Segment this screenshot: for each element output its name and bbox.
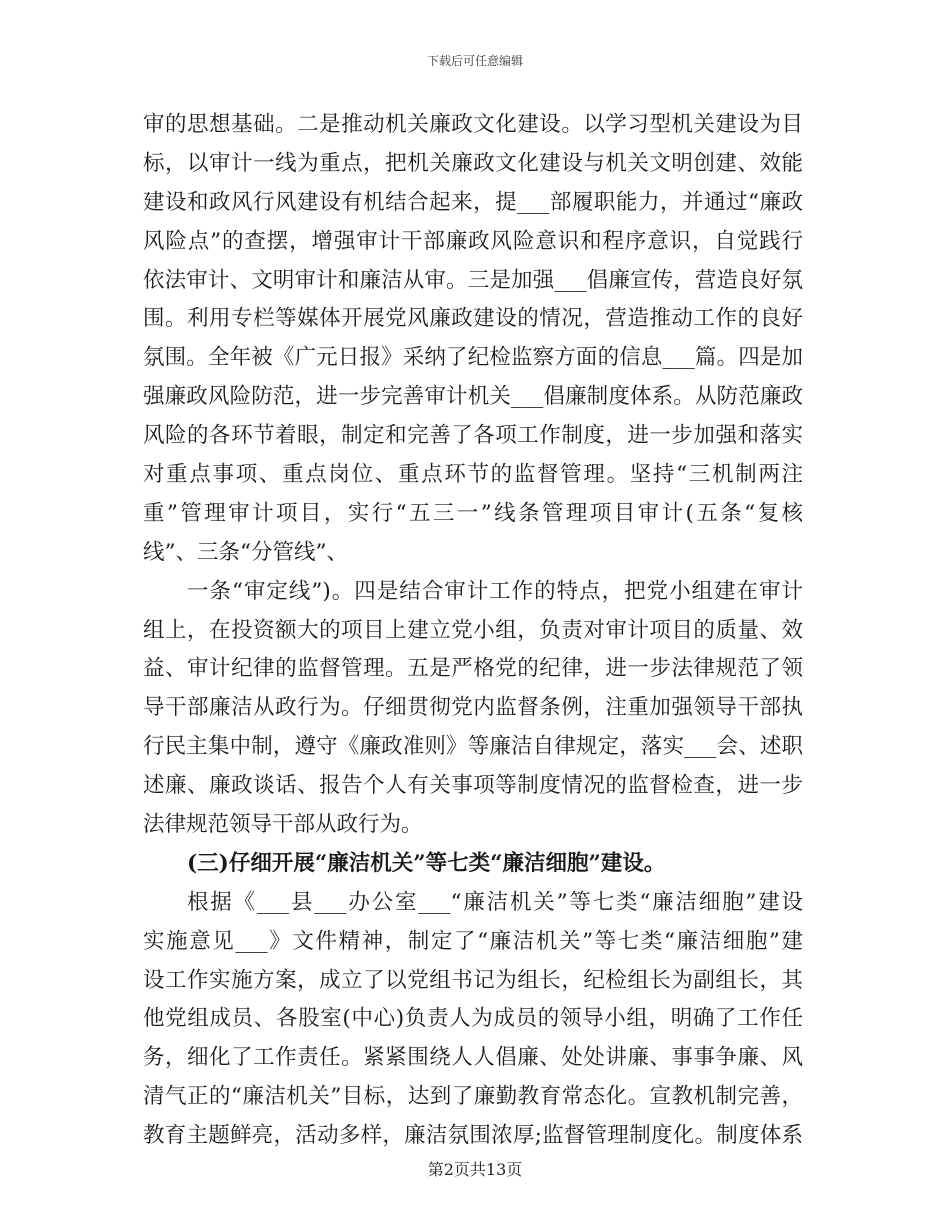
text-line: 法律规范领导干部从政行为。 (143, 812, 423, 838)
text-line: 实施意见___》文件精神，制定了“廉洁机关”等七类“廉洁细胞”建 (143, 928, 803, 954)
text-line: 氛围。全年被《广元日报》采纳了纪检监察方面的信息___篇。四是加 (143, 345, 803, 371)
text-line: (三)仔细开展“廉洁机关”等七类“廉洁细胞”建设。 (187, 850, 666, 876)
text-line: 对重点事项、重点岗位、重点环节的监督管理。坚持“三机制两注 (143, 462, 803, 488)
text-line: 标，以审计一线为重点，把机关廉政文化建设与机关文明创建、效能 (143, 150, 803, 176)
text-line: 导干部廉洁从政行为。仔细贯彻党内监督条例，注重加强领导干部执 (143, 695, 803, 721)
text-line: 风险的各环节着眼，制定和完善了各项工作制度，进一步加强和落实 (143, 423, 803, 449)
text-line: 一条“审定线”)。四是结合审计工作的特点，把党小组建在审计 (187, 578, 803, 604)
text-line: 清气正的“廉洁机关”目标，达到了廉勤教育常态化。宣教机制完善， (143, 1084, 803, 1110)
text-line: 组上，在投资额大的项目上建立党小组，负责对审计项目的质量、效 (143, 617, 803, 643)
text-line: 风险点”的查摆，增强审计干部廉政风险意识和程序意识，自觉践行 (143, 228, 803, 254)
text-line: 益、审计纪律的监督管理。五是严格党的纪律，进一步法律规范了领 (143, 656, 803, 682)
text-line: 围。利用专栏等媒体开展党风廉政建设的情况，营造推动工作的良好 (143, 306, 803, 332)
page-header: 下载后可任意编辑 (426, 54, 523, 68)
text-line: 建设和政风行风建设有机结合起来，提___部履职能力，并通过“廉政 (143, 189, 803, 215)
body-text (143, 106, 803, 1156)
text-line: 行民主集中制，遵守《廉政准则》等廉洁自律规定，落实___会、述职 (143, 734, 803, 760)
text-line: 线”、三条“分管线”、 (143, 539, 348, 565)
text-line: 依法审计、文明审计和廉洁从审。三是加强___倡廉宣传，营造良好氛 (143, 267, 803, 293)
text-line: 设工作实施方案，成立了以党组书记为组长，纪检组长为副组长，其 (143, 967, 803, 993)
page-footer: 第2页共13页 (427, 1160, 523, 1179)
text-line: 根据《___县___办公室___“廉洁机关”等七类“廉洁细胞”建设 (187, 889, 803, 915)
text-line: 述廉、廉政谈话、报告个人有关事项等制度情况的监督检查，进一步 (143, 773, 803, 799)
text-line: 教育主题鲜亮，活动多样，廉洁氛围浓厚;监督管理制度化。制度体系 (143, 1123, 803, 1149)
text-line: 他党组成员、各股室(中心)负责人为成员的领导小组，明确了工作任 (143, 1006, 803, 1032)
text-line: 务，细化了工作责任。紧紧围绕人人倡廉、处处讲廉、事事争廉、风 (143, 1045, 803, 1071)
text-line: 重”管理审计项目，实行“五三一”线条管理项目审计(五条“复核 (143, 500, 803, 526)
text-line: 审的思想基础。二是推动机关廉政文化建设。以学习型机关建设为目 (143, 112, 803, 137)
text-line: 强廉政风险防范，进一步完善审计机关___倡廉制度体系。从防范廉政 (143, 384, 803, 410)
